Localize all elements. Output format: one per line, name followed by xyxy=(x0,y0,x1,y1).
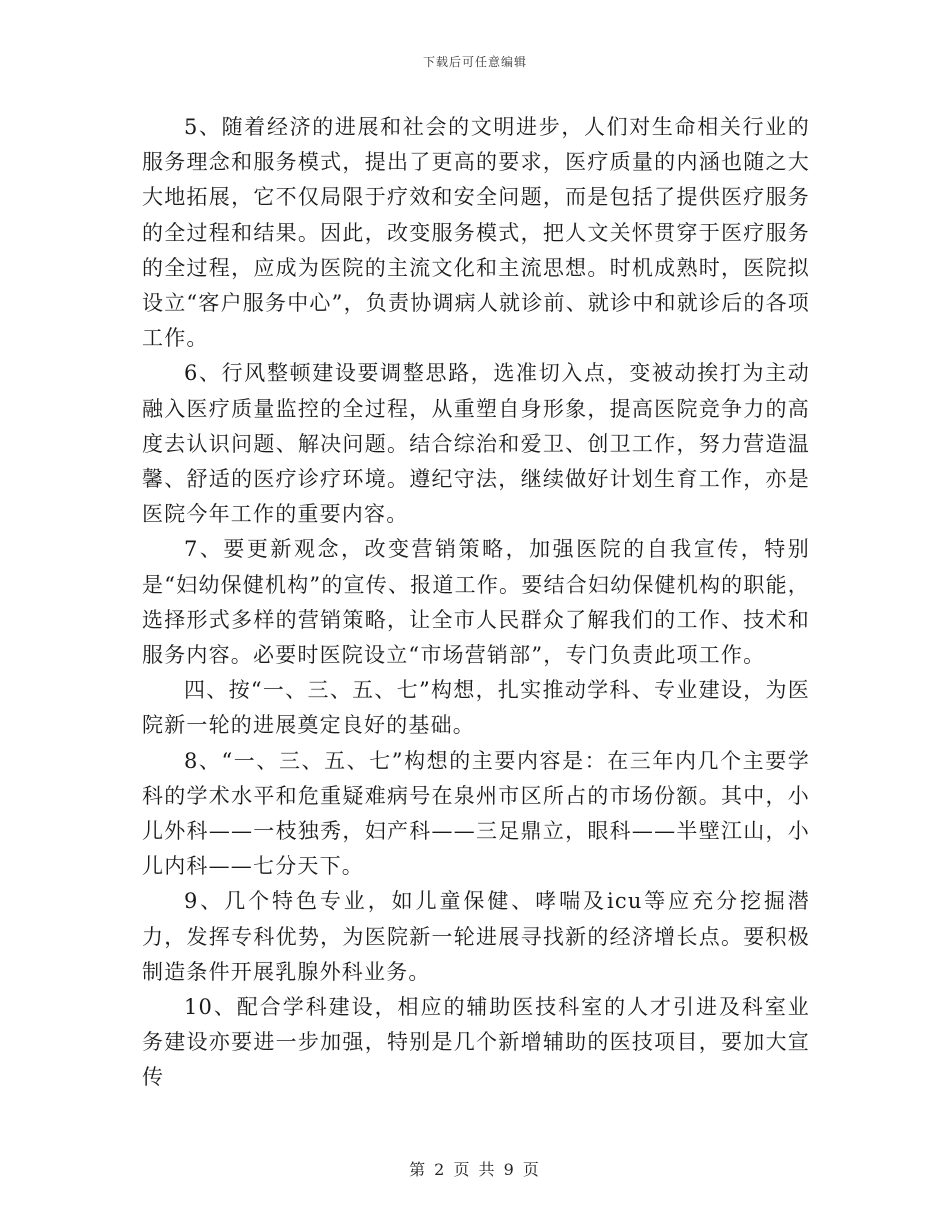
document-body xyxy=(142,110,810,1096)
page-number: 第 2 页 共 9 页 xyxy=(409,1160,541,1179)
paragraph-9: 9、几个特色专业，如儿童保健、哮喘及icu等应充分挖掘潜力，发挥专科优势，为医院新一轮进展寻找新的经济增长点。要积极制造条件开展乳腺外科业务。 xyxy=(142,889,810,984)
paragraph-10: 10、配合学科建设，相应的辅助医技科室的人才引进及科室业务建设亦要进一步加强，特别是几个新增辅助的医技项目，要加大宣传 xyxy=(142,995,810,1090)
section-heading-4: 四、按“一、三、五、七”构想，扎实推动学科、专业建设，为医院新一轮的进展奠定良好的基础。 xyxy=(142,678,810,738)
paragraph-5: 5、随着经济的进展和社会的文明进步，人们对生命相关行业的服务理念和服务模式，提出了更高的要求，医疗质量的内涵也随之大大地拓展，它不仅局限于疗效和安全问题，而是包括了提供医疗服务的全过程和结果。因此，改变服务模式，把人文关怀贯穿于医疗服务的全过程，应成为医院的主流文化和主流思想。时机成熟时，医院拟设立“客户服务中心”，负责协调病人就诊前、就诊中和就诊后的各项工作。 xyxy=(142,115,810,351)
page-header: 下载后可任意编辑 xyxy=(422,55,527,69)
paragraph-7: 7、要更新观念，改变营销策略，加强医院的自我宣传，特别是“妇幼保健机构”的宣传、报道工作。要结合妇幼保健机构的职能，选择形式多样的营销策略，让全市人民群众了解我们的工作、技术和服务内容。必要时医院设立“市场营销部”，专门负责此项工作。 xyxy=(142,537,810,668)
paragraph-6: 6、行风整顿建设要调整思路，选准切入点，变被动挨打为主动融入医疗质量监控的全过程，从重塑自身形象，提高医院竞争力的高度去认识问题、解决问题。结合综治和爱卫、创卫工作，努力营造温馨、舒适的医疗诊疗环境。遵纪守法，继续做好计划生育工作，亦是医院今年工作的重要内容。 xyxy=(142,361,810,527)
paragraph-8: 8、“一、三、五、七”构想的主要内容是：在三年内几个主要学科的学术水平和危重疑难病号在泉州市区所占的市场份额。其中，小儿外科——一枝独秀，妇产科——三足鼎立，眼科——半壁江山，小儿内科——七分天下。 xyxy=(142,748,810,879)
